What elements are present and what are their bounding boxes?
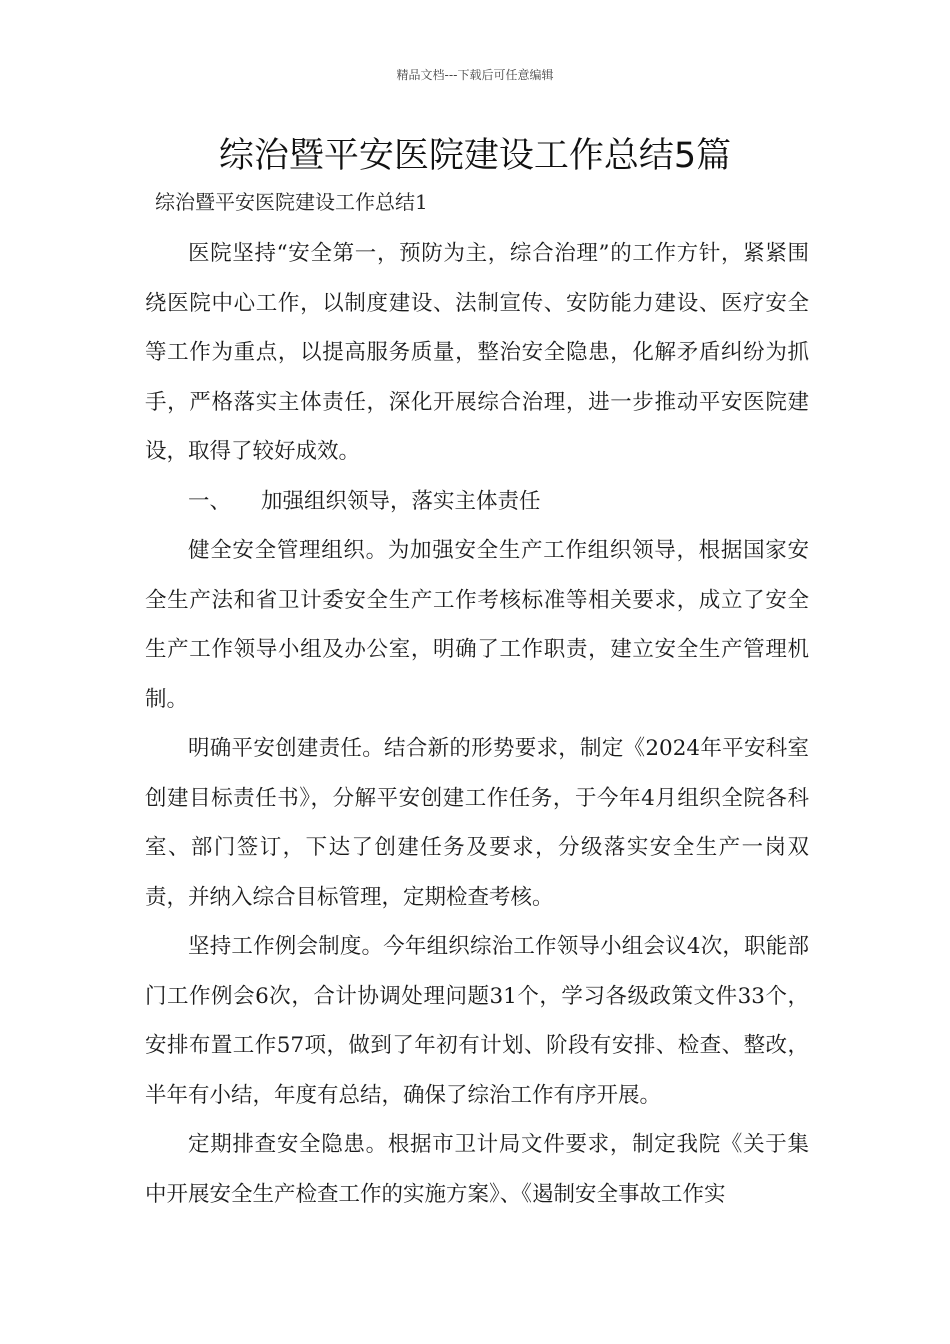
paragraph-responsibility: 明确平安创建责任。结合新的形势要求，制定《2024年平安科室创建目标责任书》，分解平安创建工作任务，于今年4月组织全院各科室、部门签订，下达了创建任务及要求，分级落实安全生产一岗双责，并纳入综合目标管理，定期检查考核。 [145, 736, 809, 910]
paragraph-organization: 健全安全管理组织。为加强安全生产工作组织领导，根据国家安全生产法和省卫计委安全生产工作考核标准等相关要求，成立了安全生产工作领导小组及办公室，明确了工作职责，建立安全生产管理机制。 [145, 538, 809, 712]
section-subtitle: 综治暨平安医院建设工作总结1 [155, 190, 428, 214]
paragraph-intro: 医院坚持“安全第一，预防为主，综合治理”的工作方针，紧紧围绕医院中心工作，以制度建设、法制宣传、安防能力建设、医疗安全等工作为重点，以提高服务质量，整治安全隐患，化解矛盾纠纷为抓手，严格落实主体责任，深化开展综合治理，进一步推动平安医院建设，取得了较好成效。 [145, 241, 809, 464]
paragraph-meetings: 坚持工作例会制度。今年组织综治工作领导小组会议4次，职能部门工作例会6次，合计协调处理问题31个，学习各级政策文件33个，安排布置工作57项，做到了年初有计划、阶段有安排、检查、整改，半年有小结，年度有总结，确保了综治工作有序开展。 [145, 934, 809, 1108]
header-note: 精品文档---下载后可任意编辑 [396, 68, 554, 82]
document-body [145, 229, 809, 1219]
section-heading-number: 一、 [188, 488, 232, 514]
paragraph-inspection: 定期排查安全隐患。根据市卫计局文件要求，制定我院《关于集中开展安全生产检查工作的实施方案》、《遏制安全事故工作实 [145, 1132, 809, 1207]
document-title: 综治暨平安医院建设工作总结5篇 [218, 136, 732, 176]
section-heading [145, 477, 809, 527]
section-heading-text: 加强组织领导，落实主体责任 [261, 488, 541, 514]
